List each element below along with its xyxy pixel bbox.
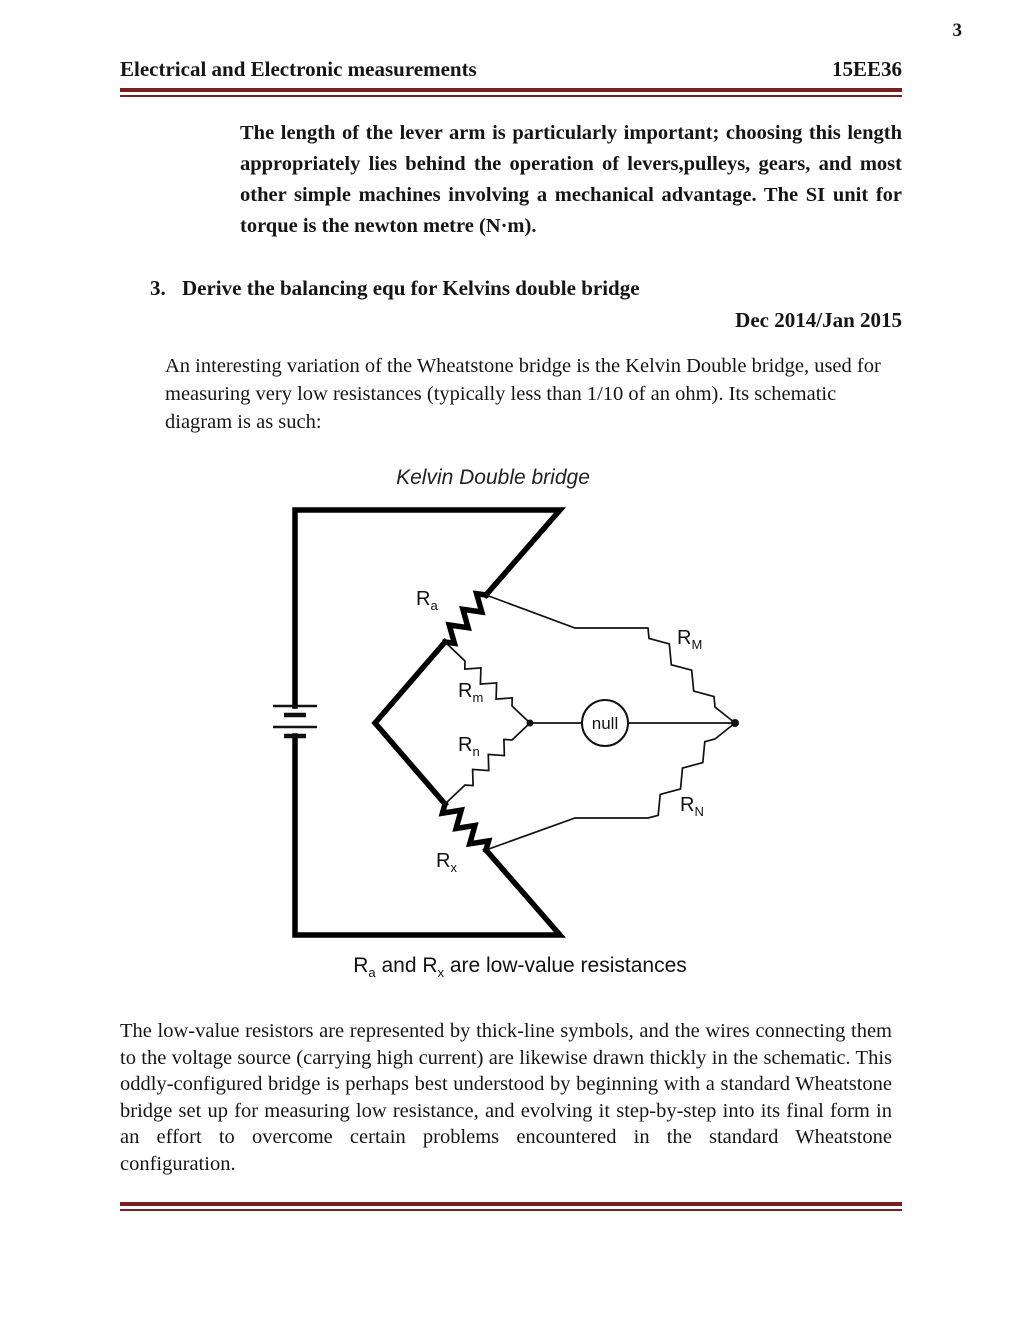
question-number: 3. xyxy=(150,276,166,300)
caption-text: R xyxy=(353,954,369,977)
intro-paragraph: The length of the lever arm is particularly important; choosing this length appropriately lies behind the operation of levers,pulleys, gears, and most other simple machines involving a mechanical advantage. The SI unit for torque is the newton metre (N·m). xyxy=(240,122,902,237)
question-heading xyxy=(150,276,640,301)
exam-date: Dec 2014/Jan 2015 xyxy=(735,308,902,332)
resistor-label-rn xyxy=(458,734,480,759)
footer-rule xyxy=(120,1202,902,1211)
battery-icon xyxy=(273,706,317,736)
caption-subscript: a xyxy=(368,965,376,980)
label-subscript: x xyxy=(450,860,457,875)
resistor-label-rN xyxy=(680,794,704,819)
label-subscript: M xyxy=(691,637,703,652)
label-subscript: m xyxy=(472,690,484,705)
question-title: Derive the balancing equ for Kelvins double bridge xyxy=(182,276,640,300)
circuit-svg xyxy=(260,462,780,1007)
resistor-label-ra xyxy=(416,588,438,613)
null-meter-label: null xyxy=(591,714,619,733)
page-header xyxy=(120,57,902,82)
junction-dot-left xyxy=(527,720,534,727)
body-paragraph: An interesting variation of the Wheatstone bridge is the Kelvin Double bridge, used for measuring very low resistances (typically less than 1/10 of an ohm). Its schematic diagram is as such: xyxy=(165,355,881,433)
label-text: R xyxy=(680,794,695,816)
caption-text: and R xyxy=(375,954,438,977)
thick-wire-yoke xyxy=(375,642,445,804)
diagram-title: Kelvin Double bridge xyxy=(396,466,590,489)
diagram-caption xyxy=(260,954,780,980)
junction-dot-right xyxy=(731,719,739,727)
header-rule xyxy=(120,88,902,97)
label-subscript: a xyxy=(430,598,438,613)
thick-wire-bottom xyxy=(295,736,560,935)
caption-text: are low-value resistances xyxy=(444,954,687,977)
label-text: R xyxy=(677,627,692,649)
page-number: 3 xyxy=(952,20,962,41)
resistor-rx xyxy=(442,804,488,850)
label-text: R xyxy=(416,588,431,610)
label-text: R xyxy=(458,734,473,756)
resistor-ra xyxy=(445,594,486,644)
header-course-code: 15EE36 xyxy=(831,57,902,81)
label-subscript: N xyxy=(694,804,704,819)
resistor-label-rx xyxy=(436,850,457,875)
label-text: R xyxy=(458,680,473,702)
label-text: R xyxy=(436,850,451,872)
label-subscript: n xyxy=(472,744,480,759)
circuit-diagram xyxy=(260,462,780,1007)
header-title: Electrical and Electronic measurements xyxy=(120,57,477,81)
resistor-label-rm xyxy=(458,680,483,705)
caption-subscript: x xyxy=(437,965,444,980)
closing-paragraph: The low-value resistors are represented by thick-line symbols, and the wires connecting them to the voltage source (carrying high current) are likewise drawn thickly in the schematic. This oddly-configured bridge is perhaps best understood by beginning with a standard Wheatstone bridge set up for measuring low resistance, and evolving it step-by-step into its final form in an effort to overcome certain problems encountered in the standard Wheatstone configuration. xyxy=(120,1020,892,1175)
resistor-label-rM xyxy=(677,627,702,652)
